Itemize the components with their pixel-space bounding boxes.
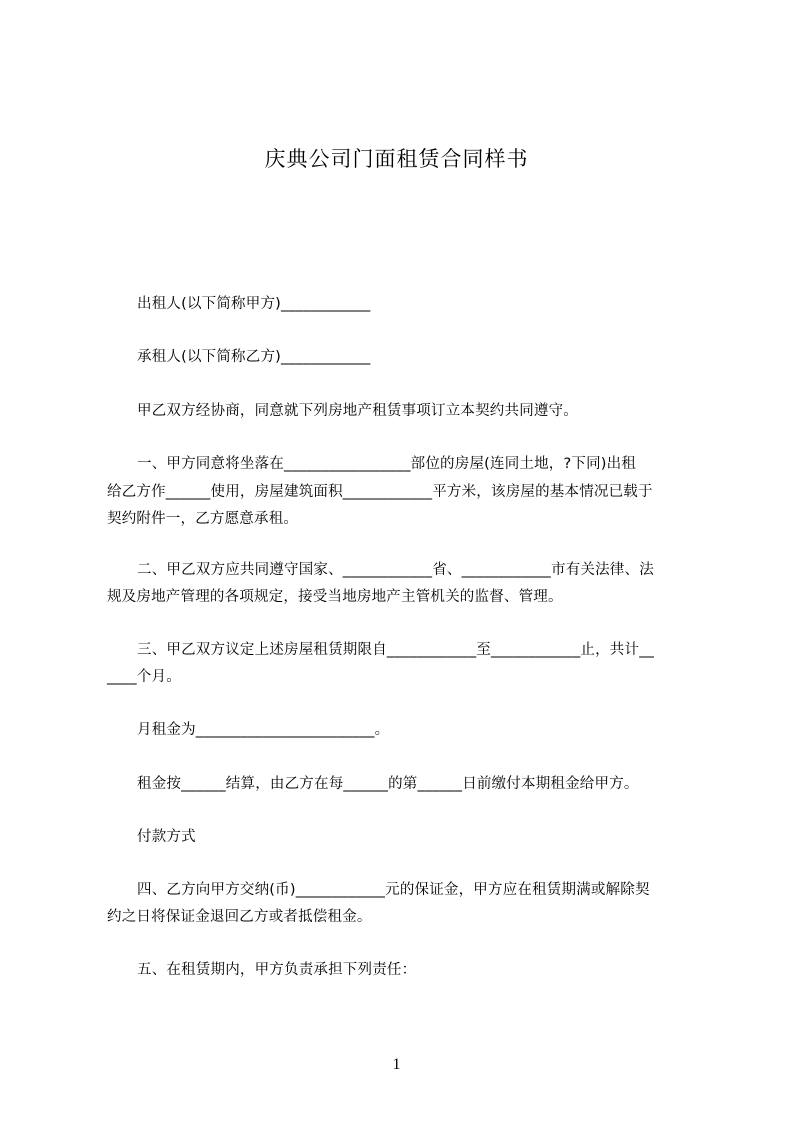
clause-4-line-2: 约之日将保证金退回乙方或者抵偿租金。 xyxy=(107,909,372,925)
payment-method-line: 付款方式 xyxy=(137,829,196,845)
clause-1-line-3: 契约附件一，乙方愿意承租。 xyxy=(107,511,299,527)
clause-5-line-1: 五、在租赁期内，甲方负责承担下列责任： xyxy=(137,962,417,978)
clause-3-line-2: ____个月。 xyxy=(107,669,181,685)
document-title: 庆典公司门面租赁合同样书 xyxy=(264,147,529,171)
clause-4-line-1: 四、乙方向甲方交纳(币)____________元的保证金，甲方应在租赁期满或解除契 xyxy=(137,882,650,898)
monthly-rent-line: 月租金为________________________。 xyxy=(137,722,390,738)
clause-2-line-1: 二、甲乙双方应共同遵守国家、____________省、____________市有关法律、法 xyxy=(137,562,654,578)
lessor-line: 出租人(以下简称甲方)____________ xyxy=(137,296,371,312)
clause-3-line-1: 三、甲乙双方议定上述房屋租赁期限自____________至____________止，共计__ xyxy=(137,642,655,658)
rent-settlement-line: 租金按______结算，由乙方在每______的第______日前缴付本期租金给甲方。 xyxy=(137,776,639,792)
clause-2-line-2: 规及房地产管理的各项规定，接受当地房地产主管机关的监督、管理。 xyxy=(107,589,563,605)
agreement-intro: 甲乙双方经协商，同意就下列房地产租赁事项订立本契约共同遵守。 xyxy=(137,403,578,419)
clause-1-line-2: 给乙方作______使用，房屋建筑面积____________平方米，该房屋的基本情况已载于 xyxy=(107,484,653,500)
clause-1-line-1: 一、甲方同意将坐落在_________________部位的房屋(连同土地，?下同)出租 xyxy=(137,456,637,472)
page-number: 1 xyxy=(392,1056,401,1073)
lessee-line: 承租人(以下简称乙方)____________ xyxy=(137,349,371,365)
